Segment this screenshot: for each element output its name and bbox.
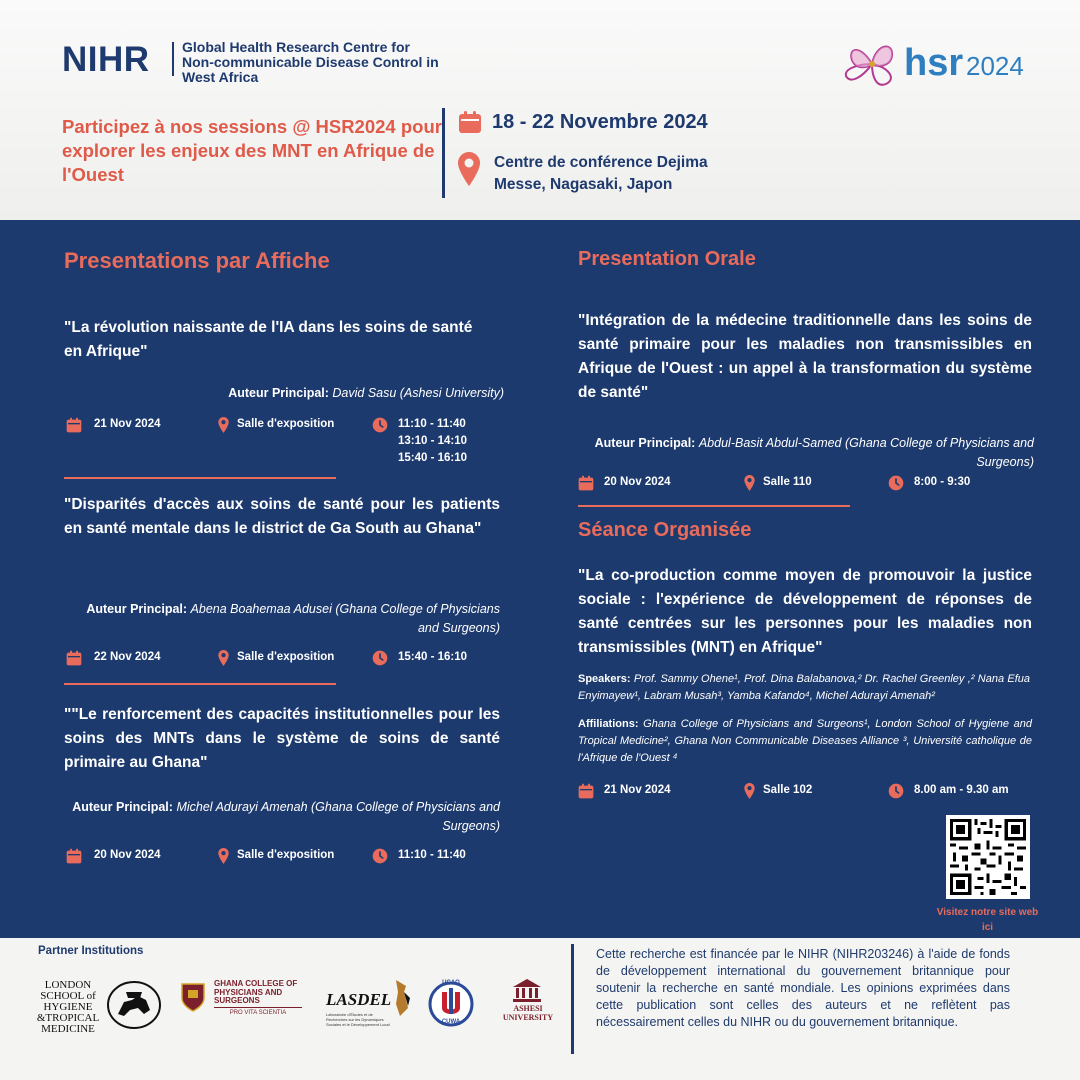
poster-2-time: 15:40 - 16:10 <box>372 649 467 666</box>
separator <box>64 477 336 479</box>
event-venue <box>458 152 708 196</box>
organized-title: "La co-production comme moyen de promouvoir la justice sociale : l'expérience de développement de réponses de santé centrées sur les personnes pour les maladies non transmissibles (MNT) en Afrique" <box>578 567 1032 656</box>
location-pin-icon <box>744 783 755 799</box>
poster-3-room: Salle d'exposition <box>218 847 334 864</box>
nihr-subtitle: Global Health Research Centre for Non-communicable Disease Control in West Africa <box>182 39 439 85</box>
poster-2-title: "Disparités d'accès aux soins de santé pour les patients en santé mentale dans le district de Ga South au Ghana" <box>64 496 500 537</box>
hsr-wordmark: hsr <box>904 42 964 84</box>
lshtm-logo <box>34 980 164 1040</box>
ashesi-building-icon <box>512 978 542 1002</box>
calendar-icon <box>66 417 82 433</box>
calendar-icon <box>458 110 482 134</box>
poster-3-date: 20 Nov 2024 <box>66 847 161 864</box>
ghana-college-logo-text: GHANA COLLEGE OF PHYSICIANS AND SURGEONS <box>214 979 298 1005</box>
poster-3-time: 11:10 - 11:40 <box>372 847 466 864</box>
flower-icon <box>842 38 904 90</box>
hsr-logo <box>842 38 1042 90</box>
hoopoe-bird-icon <box>390 978 412 1018</box>
poster-1-time: 11:10 - 11:40 13:10 - 14:10 15:40 - 16:10 <box>372 416 467 467</box>
ashesi-logo-text: ASHESI UNIVERSITY <box>502 1004 554 1022</box>
funding-statement: Cette recherche est financée par le NIHR (NIHR203246) à l'aide de fonds de développement international du gouvernement britannique pour soutenir la recherche en santé mondiale. Les opinions exprimées dans cette publication sont celles des auteurs et ne reflètent pas nécessairement celles du NIHR ou du gouvernement britannique. <box>596 947 1010 1029</box>
poster-3-title: ""Le renforcement des capacités institutionnelles pour les soins des MNTs dans le système de soins de santé primaire au Ghana" <box>64 706 500 771</box>
ucao-logo <box>428 978 474 1028</box>
separator <box>64 683 336 685</box>
venue-line-2: Messe, Nagasaki, Japon <box>494 176 673 193</box>
clock-icon <box>372 848 388 864</box>
clock-icon <box>372 650 388 666</box>
partner-institutions-label: Partner Institutions <box>38 945 144 957</box>
qr-code-icon <box>950 819 1026 895</box>
lasdel-wordmark: LASDEL <box>326 990 392 1009</box>
poster-1-date: 21 Nov 2024 <box>66 416 161 433</box>
ghana-college-motto: PRO VITA SCIENTIA <box>214 1007 302 1016</box>
clock-icon <box>888 475 904 491</box>
intro-text: Participez à nos sessions @ HSR2024 pour explorer les enjeux des MNT en Afrique de l'Ouest <box>62 116 442 185</box>
clock-icon <box>888 783 904 799</box>
lasdel-subtitle: Laboratoire d'Études et de Recherches sur les Dynamiques Sociales et le Développement Local <box>326 1012 390 1027</box>
oral-author: Auteur Principal: Abdul-Basit Abdul-Samed (Ghana College of Physicians and Surgeons) <box>594 436 1034 469</box>
oral-room: Salle 110 <box>744 474 812 491</box>
poster-2-author: Auteur Principal: Abena Boahemaa Adusei (Ghana College of Physicians and Surgeons) <box>86 602 500 635</box>
header-divider <box>442 108 445 198</box>
event-date <box>458 110 708 134</box>
organized-affiliations: Affiliations: Ghana College of Physicians and Surgeons¹, London School of Hygiene and Tropical Medicine², Ghana Non Communicable Diseases Alliance ³, Université catholique de l'Afrique de l'Ouest ⁴ <box>578 718 1032 764</box>
oral-time: 8:00 - 9:30 <box>888 474 970 491</box>
location-pin-icon <box>218 417 229 433</box>
venue-line-1: Centre de conférence Dejima <box>494 154 708 171</box>
ghana-college-crest-icon <box>180 982 206 1012</box>
lshtm-logo-text: LONDON SCHOOL of HYGIENE &TROPICAL MEDICINE <box>36 979 100 1035</box>
ucao-bottom-text: CUWA <box>441 1019 461 1025</box>
oral-date: 20 Nov 2024 <box>578 474 671 491</box>
poster-1-author: Auteur Principal: David Sasu (Ashesi University) <box>228 386 504 400</box>
nihr-logo: NIHR <box>62 40 150 79</box>
poster-section-title: Presentations par Affiche <box>64 248 330 273</box>
location-pin-icon <box>744 475 755 491</box>
separator <box>578 505 850 507</box>
ashesi-logo <box>498 978 558 1028</box>
lasdel-logo <box>326 978 416 1028</box>
location-pin-icon <box>458 152 480 186</box>
organized-section-title: Séance Organisée <box>578 519 752 541</box>
ghana-college-logo <box>180 980 310 1025</box>
clock-icon <box>372 417 388 433</box>
poster-2-room: Salle d'exposition <box>218 649 334 666</box>
calendar-icon <box>578 475 594 491</box>
oral-section-title: Presentation Orale <box>578 248 756 270</box>
calendar-icon <box>66 848 82 864</box>
location-pin-icon <box>218 650 229 666</box>
event-venue-text <box>494 152 708 196</box>
organized-time: 8.00 am - 9.30 am <box>888 782 1009 799</box>
organized-room: Salle 102 <box>744 782 812 799</box>
poster-3-author: Auteur Principal: Michel Adurayi Amenah (Ghana College of Physicians and Surgeons) <box>72 800 500 833</box>
nihr-divider <box>172 42 174 76</box>
calendar-icon <box>66 650 82 666</box>
oral-title: "Intégration de la médecine traditionnelle dans les soins de santé primaire pour les maladies non transmissibles en Afrique de l'Ouest : un appel à la transformation du système de santé" <box>578 312 1032 401</box>
lshtm-crest-icon <box>106 980 162 1030</box>
organized-date: 21 Nov 2024 <box>578 782 671 799</box>
ucao-top-text: UCAO <box>442 980 460 986</box>
calendar-icon <box>578 783 594 799</box>
organized-speakers: Speakers: Prof. Sammy Ohene¹, Prof. Dina Balabanova,² Dr. Rachel Greenley ,² Nana Efua Enyimayew¹, Labram Musah³, Yamba Kafando⁴, Michel Adurayi Amenah² <box>578 673 1030 702</box>
qr-code[interactable] <box>946 815 1030 899</box>
hsr-year: 2024 <box>966 51 1024 81</box>
poster-1-title: "La révolution naissante de l'IA dans les soins de santé en Afrique" <box>64 319 473 360</box>
poster-2-date: 22 Nov 2024 <box>66 649 161 666</box>
location-pin-icon <box>218 848 229 864</box>
footer-divider <box>571 944 574 1054</box>
poster-1-room: Salle d'exposition <box>218 416 334 433</box>
qr-caption[interactable]: Visitez notre site web ici <box>936 907 1039 933</box>
event-date-text: 18 - 22 Novembre 2024 <box>492 110 708 133</box>
